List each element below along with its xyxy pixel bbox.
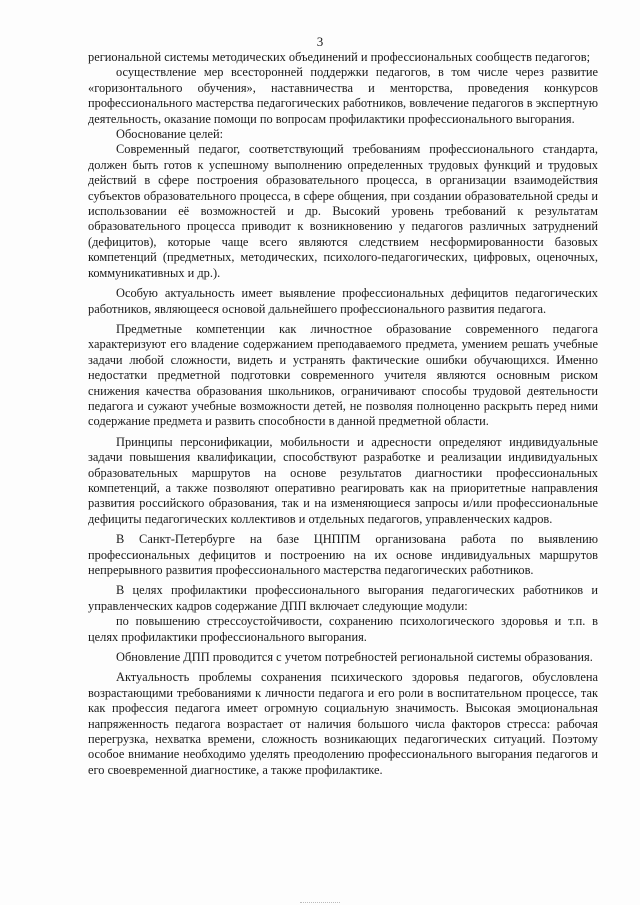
paragraph-1: региональной системы методических объединений и профессиональных сообществ педагогов; [88, 50, 591, 64]
paragraph-3: Обоснование целей: [116, 127, 224, 142]
paragraph-8: В Санкт-Петербурге на базе ЦНППМ организована работа по выявлению профессиональных дефицитов и построению на их основе индивидуальных маршрутов непрерывного развития профессионального мастерства педагогических работников. [88, 532, 598, 577]
paragraph-9: В целях профилактики профессионального выгорания педагогических работников и управленческих кадров содержание ДПП включает следующие модули: [88, 583, 598, 613]
paragraph-4: Современный педагог, соответствующий требованиям профессионального стандарта, должен быть готов к успешному выполнению определенных трудовых функций и трудовых действий в сфере построения образовательного процесса, в организации взаимодействия субъектов образовательного процесса, в сфере общения, при создании образовательной среды и использовании её возможностей и др. Высокий уровень требований к результатам образовательного процесса приводит к возникновению у педагогов различных затруднений (дефицитов), которые чаще всего являются следствием несформированности базовых компетенций (предметных, методических, психолого-педагогических, цифровых, оценочных, коммуникативных и др.). [88, 142, 598, 280]
paragraph-2: осуществление мер всесторонней поддержки педагогов, в том числе через развитие «горизонтального обучения», наставничества и менторства, проведения конкурсов профессионального мастерства педагогических работников, вовлечение педагогов в экспертную деятельность, оказание помощи по вопросам профилактики профессионального выгорания. [88, 65, 598, 126]
paragraph-7: Принципы персонификации, мобильности и адресности определяют индивидуальные задачи повышения квалификации, способствуют разработке и реализации индивидуальных образовательных маршрутов на основе результатов диагностики профессиональных компетенций, а также позволяют оперативно реагировать как на приоритетные направления развития российского образования, так и на изменяющиеся запросы и/или профессиональные дефициты педагогических коллективов и отдельных педагогов, управленческих кадров. [88, 434, 598, 526]
paragraph-6: Предметные компетенции как личностное образование современного педагога характеризуют его владение содержанием преподаваемого предмета, умением решать учебные задачи любой сложности, видеть и устранять фактические ошибки обучающихся. Именно недостатки предметной подготовки современного учителя являются основным риском снижения качества образования школьников, ограничивают способы трудовой деятельности педагога и сужают учебные возможности детей, не позволяя полноценно раскрыть перед ними содержание предмета и развить способности в данной предметной области. [88, 321, 598, 429]
paragraph-10: по повышению стрессоустойчивости, сохранению психологического здоровья и т.п. в целях профилактики профессионального выгорания. [88, 614, 598, 644]
paragraph-12: Актуальность проблемы сохранения психического здоровья педагогов, обусловлена возрастающими требованиями к личности педагога и его роли в воспитательном процессе, так как профессия педагога имеет огромную социальную значимость. Высокая эмоциональная напряженность педагога возрастает от наличия большого числа факторов стресса: рабочая перегрузка, нехватка времени, сложность возникающих педагогических ситуаций. Поэтому особое внимание необходимо уделять преодолению профессионального выгорания педагогов и его своевременной диагностике, а также профилактике. [88, 670, 598, 777]
paragraph-5: Особую актуальность имеет выявление профессиональных дефицитов педагогических работников, являющееся основой дальнейшего профессионального развития педагога. [88, 286, 598, 316]
paragraph-11: Обновление ДПП проводится с учетом потребностей региональной системы образования. [116, 650, 593, 665]
scan-edge-mark [300, 901, 340, 903]
page-number: 3 [316, 34, 324, 49]
document-body [88, 50, 598, 778]
